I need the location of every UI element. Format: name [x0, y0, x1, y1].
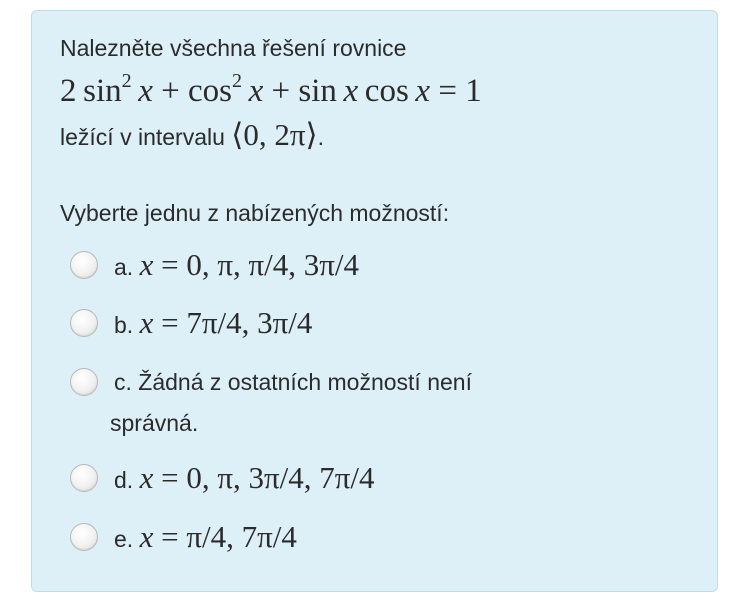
option-var: x	[139, 305, 154, 340]
option-d-radio[interactable]	[70, 464, 98, 492]
option-math	[140, 460, 375, 495]
eq-var: x	[343, 73, 359, 109]
eq-exponent: 2	[121, 70, 132, 92]
interval-value: ⟨0, 2π⟩	[231, 117, 318, 152]
eq-exponent: 2	[232, 70, 243, 92]
option-c-radio[interactable]	[70, 368, 98, 396]
option-values: 7π/4, 3π/4	[186, 305, 313, 340]
equation	[60, 71, 482, 111]
eq-var: x	[138, 73, 153, 109]
option-letter: a.	[114, 254, 134, 280]
option-a-radio[interactable]	[70, 251, 98, 279]
option-var: x	[139, 519, 154, 554]
option-values: 0, π, 3π/4, 7π/4	[186, 460, 375, 495]
option-math	[140, 305, 313, 340]
option-var: x	[139, 460, 154, 495]
eq-rhs: 1	[465, 73, 482, 109]
option-a[interactable]	[114, 245, 359, 287]
answer-prompt: Vyberte jednu z nabízených možností:	[60, 200, 450, 226]
interval-end: .	[317, 124, 325, 150]
option-text: Žádná z ostatních možností není	[138, 369, 472, 395]
option-d[interactable]	[114, 458, 375, 500]
option-text: správná.	[110, 410, 199, 436]
interval-prefix: ležící v intervalu	[60, 124, 225, 150]
eq-plus: +	[271, 73, 291, 109]
option-math	[140, 519, 297, 554]
option-letter: e.	[114, 526, 134, 552]
option-eq: =	[161, 460, 179, 495]
eq-sin: sin	[83, 73, 122, 109]
option-letter: d.	[114, 467, 134, 493]
question-card	[31, 10, 718, 592]
interval-line	[60, 115, 324, 157]
option-c[interactable]	[114, 364, 472, 400]
option-eq: =	[161, 247, 179, 282]
eq-var: x	[415, 73, 431, 109]
option-values: π/4, 7π/4	[186, 519, 297, 554]
question-intro: Nalezněte všechna řešení rovnice	[60, 35, 407, 61]
option-letter: c.	[114, 369, 132, 395]
option-b-radio[interactable]	[70, 309, 98, 337]
eq-coefficient: 2	[60, 73, 77, 109]
option-letter: b.	[114, 312, 134, 338]
eq-sin: sin	[298, 73, 337, 109]
option-b[interactable]	[114, 303, 312, 345]
option-e-radio[interactable]	[70, 523, 98, 551]
option-c-wrap[interactable]	[110, 405, 198, 441]
eq-var: x	[248, 73, 264, 109]
eq-cos: cos	[188, 73, 233, 109]
option-eq: =	[161, 519, 179, 554]
option-values: 0, π, π/4, 3π/4	[186, 247, 360, 282]
option-math	[140, 247, 359, 282]
option-eq: =	[161, 305, 179, 340]
eq-equals: =	[438, 73, 457, 109]
eq-cos: cos	[364, 73, 409, 109]
option-var: x	[139, 247, 154, 282]
option-e[interactable]	[114, 517, 297, 559]
eq-plus: +	[161, 73, 180, 109]
